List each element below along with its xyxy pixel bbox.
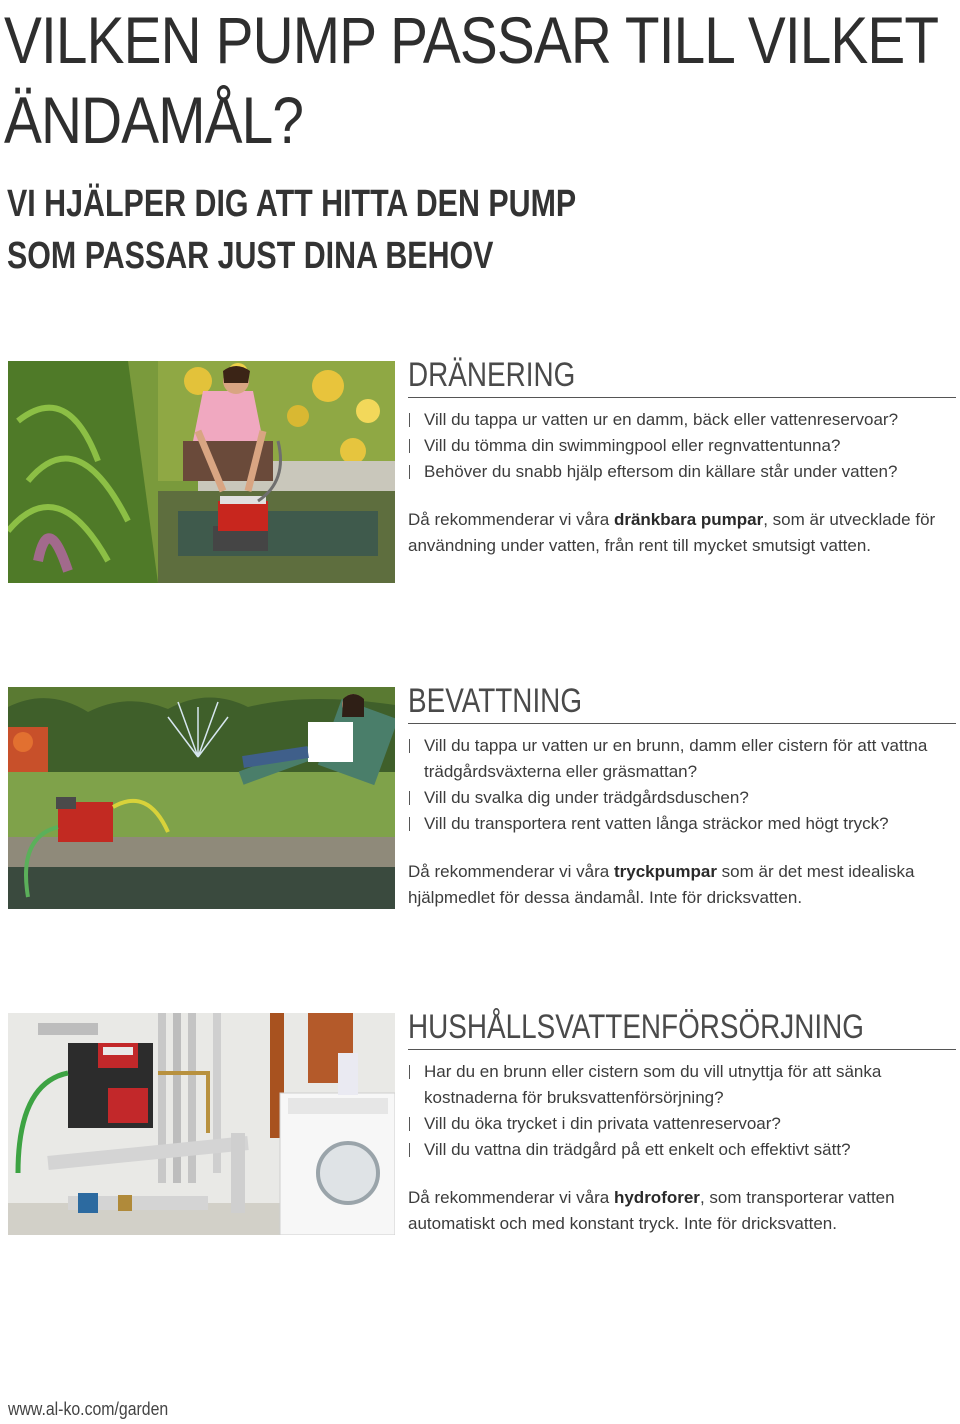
section-divider	[408, 1049, 956, 1050]
page-title-line-1: VILKEN PUMP PASSAR TILL VILKET	[4, 3, 939, 77]
question-list	[408, 733, 956, 837]
bullet-bar-icon	[409, 1117, 410, 1131]
bullet-bar-icon	[409, 1065, 410, 1079]
product-name: hydroforer	[613, 1188, 700, 1207]
recommendation-text: Då rekommenderar vi våra dränkbara pumpar, som är utvecklade för användning under vatten, från rent till mycket smutsigt vatten.	[408, 510, 936, 555]
page-subtitle-line-2: SOM PASSAR JUST DINA BEHOV	[7, 235, 494, 277]
household-water-photo	[8, 1013, 395, 1235]
question-item: Vill du tömma din swimmingpool eller regnvattentunna?	[408, 433, 956, 459]
question-item: Vill du transportera rent vatten långa sträckor med högt tryck?	[408, 811, 956, 837]
page-subtitle	[7, 178, 576, 282]
question-list	[408, 407, 956, 485]
page-title	[4, 0, 939, 160]
section-heading: DRÄNERING	[408, 356, 576, 394]
recommendation-text: Då rekommenderar vi våra hydroforer, som transporterar vatten automatiskt och med konstant tryck. Inte för dricksvatten.	[408, 1188, 895, 1233]
question-item: Har du en brunn eller cistern som du vill utnyttja för att sänka kostnaderna för bruksvattenförsörjning?	[408, 1059, 956, 1111]
bullet-bar-icon	[409, 413, 410, 427]
question-item: Vill du vattna din trädgård på ett enkelt och effektivt sätt?	[408, 1137, 956, 1163]
section-hushallsvattenforsorjning	[408, 1007, 956, 1237]
bullet-bar-icon	[409, 439, 410, 453]
section-heading: HUSHÅLLSVATTENFÖRSÖRJNING	[408, 1008, 864, 1046]
bullet-bar-icon	[409, 791, 410, 805]
page-title-line-2: ÄNDAMÅL?	[4, 83, 304, 157]
bullet-bar-icon	[409, 739, 410, 753]
product-name: tryckpumpar	[613, 862, 717, 881]
section-dranering	[408, 355, 956, 559]
question-list	[408, 1059, 956, 1163]
bullet-bar-icon	[409, 465, 410, 479]
page-subtitle-line-1: VI HJÄLPER DIG ATT HITTA DEN PUMP	[7, 183, 577, 225]
irrigation-photo	[8, 687, 395, 909]
footer-website-link[interactable]: www.al-ko.com/garden	[8, 1399, 169, 1419]
question-item: Vill du tappa ur vatten ur en brunn, damm eller cistern för att vattna trädgårdsväxterna eller gräsmattan?	[408, 733, 956, 785]
recommendation-text: Då rekommenderar vi våra tryckpumpar som är det mest idealiska hjälpmedlet för dessa ändamål. Inte för dricksvatten.	[408, 862, 915, 907]
question-item: Behöver du snabb hjälp eftersom din källare står under vatten?	[408, 459, 956, 485]
section-heading: BEVATTNING	[408, 682, 583, 720]
question-item: Vill du svalka dig under trädgårdsduschen?	[408, 785, 956, 811]
section-bevattning	[408, 681, 956, 911]
section-divider	[408, 397, 956, 398]
bullet-bar-icon	[409, 817, 410, 831]
bullet-bar-icon	[409, 1143, 410, 1157]
question-item: Vill du öka trycket i din privata vattenreservoar?	[408, 1111, 956, 1137]
question-item: Vill du tappa ur vatten ur en damm, bäck eller vattenreservoar?	[408, 407, 956, 433]
drainage-photo	[8, 361, 395, 583]
product-name: dränkbara pumpar	[613, 510, 764, 529]
section-divider	[408, 723, 956, 724]
